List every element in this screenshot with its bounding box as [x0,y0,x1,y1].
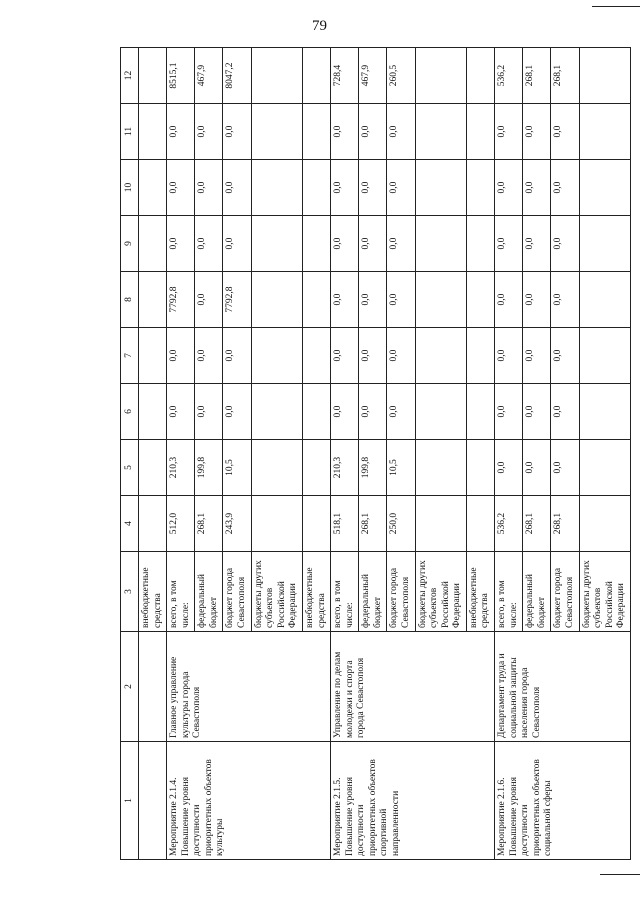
amount-cell: 7792,8 [223,272,251,328]
funding-source: бюджет города Севастополя [551,552,579,632]
amount-cell: 0,0 [387,160,415,216]
amount-cell [579,272,630,328]
amount-cell [579,496,630,552]
column-number: 10 [121,160,139,216]
executor-name: Департамент труда и социальной защиты населения города Севастополя [495,632,631,742]
table-cell [139,632,167,742]
amount-cell: 536,2 [495,496,523,552]
amount-cell [466,496,494,552]
funding-source: всего, в том числе: [331,552,359,632]
table-cell [139,160,167,216]
amount-cell: 0,0 [359,104,387,160]
amount-cell: 0,0 [387,104,415,160]
amount-cell: 0,0 [387,328,415,384]
amount-cell: 512,0 [167,496,195,552]
column-number: 2 [121,632,139,742]
amount-cell: 467,9 [195,48,223,104]
amount-cell: 268,1 [551,48,579,104]
amount-cell [415,384,466,440]
amount-cell [302,216,330,272]
amount-cell [466,328,494,384]
table-cell [139,104,167,160]
amount-cell [251,104,302,160]
amount-cell: 199,8 [195,440,223,496]
column-number: 6 [121,384,139,440]
amount-cell: 728,4 [331,48,359,104]
amount-cell: 268,1 [523,48,551,104]
budget-table [120,47,631,860]
amount-cell: 536,2 [495,48,523,104]
amount-cell [579,104,630,160]
amount-cell: 0,0 [387,216,415,272]
amount-cell [415,440,466,496]
amount-cell: 0,0 [523,160,551,216]
table-row [331,48,359,860]
amount-cell: 0,0 [195,384,223,440]
amount-cell: 8047,2 [223,48,251,104]
column-number: 3 [121,552,139,632]
amount-cell [302,440,330,496]
amount-cell: 0,0 [495,160,523,216]
rotated-table-container [120,48,625,860]
column-number: 9 [121,216,139,272]
amount-cell: 0,0 [223,328,251,384]
activity-name: Мероприятие 2.1.5. Повышение уровня доступности приоритетных объектов спортивной направленности [331,742,495,860]
funding-source: внебюджетные средства [139,552,167,632]
amount-cell [302,384,330,440]
amount-cell: 0,0 [359,272,387,328]
activity-name: Мероприятие 2.1.6. Повышение уровня доступности приоритетных объектов социальной сферы [495,742,631,860]
amount-cell: 0,0 [495,328,523,384]
table-cell [139,440,167,496]
amount-cell: 0,0 [331,384,359,440]
amount-cell [302,272,330,328]
amount-cell: 0,0 [195,160,223,216]
amount-cell: 0,0 [523,272,551,328]
funding-source: всего, в том числе: [167,552,195,632]
funding-source: бюджеты других субъектов Российской Федерации [579,552,630,632]
table-cell [139,216,167,272]
column-number: 8 [121,272,139,328]
amount-cell: 0,0 [359,328,387,384]
funding-source: федеральный бюджет [195,552,223,632]
amount-cell: 268,1 [195,496,223,552]
amount-cell [251,160,302,216]
amount-cell [579,216,630,272]
amount-cell: 0,0 [167,384,195,440]
table-cell [139,272,167,328]
amount-cell: 0,0 [359,160,387,216]
funding-source: внебюджетные средства [302,552,330,632]
amount-cell [302,328,330,384]
amount-cell [466,160,494,216]
page-number: 79 [312,18,327,34]
amount-cell: 0,0 [167,216,195,272]
amount-cell [302,160,330,216]
amount-cell: 0,0 [387,384,415,440]
amount-cell: 0,0 [551,160,579,216]
amount-cell: 268,1 [359,496,387,552]
amount-cell: 0,0 [495,384,523,440]
amount-cell: 0,0 [495,272,523,328]
funding-source: бюджет города Севастополя [387,552,415,632]
amount-cell [302,104,330,160]
amount-cell: 0,0 [223,384,251,440]
amount-cell [251,328,302,384]
amount-cell [415,496,466,552]
amount-cell: 0,0 [359,384,387,440]
amount-cell: 0,0 [387,272,415,328]
table-row [495,48,523,860]
executor-name: Управление по делам молодежи и спорта города Севастополя [331,632,495,742]
table-cell [139,48,167,104]
amount-cell: 250,0 [387,496,415,552]
amount-cell [415,48,466,104]
amount-cell: 0,0 [523,216,551,272]
executor-name: Главное управление культуры города Севастополя [167,632,331,742]
amount-cell: 0,0 [331,272,359,328]
amount-cell [302,48,330,104]
amount-cell: 0,0 [331,104,359,160]
amount-cell: 467,9 [359,48,387,104]
amount-cell [466,104,494,160]
amount-cell: 0,0 [551,104,579,160]
amount-cell: 0,0 [523,384,551,440]
amount-cell [251,216,302,272]
amount-cell [302,496,330,552]
amount-cell: 10,5 [223,440,251,496]
amount-cell [415,216,466,272]
amount-cell: 0,0 [331,216,359,272]
amount-cell: 0,0 [551,328,579,384]
amount-cell [579,160,630,216]
amount-cell: 0,0 [495,440,523,496]
amount-cell: 0,0 [523,328,551,384]
amount-cell: 0,0 [167,328,195,384]
column-number: 5 [121,440,139,496]
funding-source: бюджеты других субъектов Российской Федерации [415,552,466,632]
amount-cell: 0,0 [195,272,223,328]
column-number: 7 [121,328,139,384]
amount-cell: 7792,8 [167,272,195,328]
funding-source: внебюджетные средства [466,552,494,632]
amount-cell [415,272,466,328]
amount-cell [579,48,630,104]
table-row [167,48,195,860]
amount-cell: 0,0 [167,104,195,160]
funding-source: бюджеты других субъектов Российской Федерации [251,552,302,632]
amount-cell [415,160,466,216]
funding-source: федеральный бюджет [523,552,551,632]
amount-cell: 0,0 [223,216,251,272]
amount-cell: 0,0 [223,104,251,160]
amount-cell: 0,0 [195,328,223,384]
amount-cell: 0,0 [223,160,251,216]
amount-cell [466,384,494,440]
amount-cell [579,328,630,384]
amount-cell: 0,0 [331,328,359,384]
amount-cell: 0,0 [495,104,523,160]
funding-source: федеральный бюджет [359,552,387,632]
column-number: 12 [121,48,139,104]
funding-source: всего, в том числе: [495,552,523,632]
amount-cell [466,216,494,272]
amount-cell [251,496,302,552]
amount-cell: 0,0 [551,384,579,440]
amount-cell [466,440,494,496]
amount-cell: 260,5 [387,48,415,104]
amount-cell: 0,0 [195,216,223,272]
amount-cell [579,384,630,440]
amount-cell: 210,3 [331,440,359,496]
table-row [139,48,167,860]
amount-cell: 10,5 [387,440,415,496]
amount-cell [415,104,466,160]
scan-edge-line [592,6,640,7]
amount-cell: 0,0 [495,216,523,272]
amount-cell [466,48,494,104]
amount-cell: 0,0 [195,104,223,160]
amount-cell: 243,9 [223,496,251,552]
amount-cell: 0,0 [551,440,579,496]
amount-cell [579,440,630,496]
funding-source: бюджет города Севастополя [223,552,251,632]
amount-cell: 0,0 [523,440,551,496]
amount-cell [251,272,302,328]
table-cell [139,496,167,552]
amount-cell: 518,1 [331,496,359,552]
column-number: 4 [121,496,139,552]
table-cell [139,328,167,384]
scan-edge-line [600,874,640,875]
table-cell [139,384,167,440]
amount-cell: 0,0 [551,272,579,328]
amount-cell: 210,3 [167,440,195,496]
amount-cell: 268,1 [523,496,551,552]
amount-cell [251,48,302,104]
amount-cell: 8515,1 [167,48,195,104]
amount-cell: 0,0 [523,104,551,160]
table-cell [139,742,167,860]
amount-cell: 268,1 [551,496,579,552]
amount-cell [466,272,494,328]
amount-cell: 0,0 [331,160,359,216]
amount-cell: 0,0 [551,216,579,272]
amount-cell: 199,8 [359,440,387,496]
column-number: 1 [121,742,139,860]
amount-cell [251,440,302,496]
column-number: 11 [121,104,139,160]
header-row [121,48,139,860]
amount-cell [251,384,302,440]
amount-cell: 0,0 [167,160,195,216]
amount-cell [415,328,466,384]
amount-cell: 0,0 [359,216,387,272]
activity-name: Мероприятие 2.1.4. Повышение уровня доступности приоритетных объектов культуры [167,742,331,860]
